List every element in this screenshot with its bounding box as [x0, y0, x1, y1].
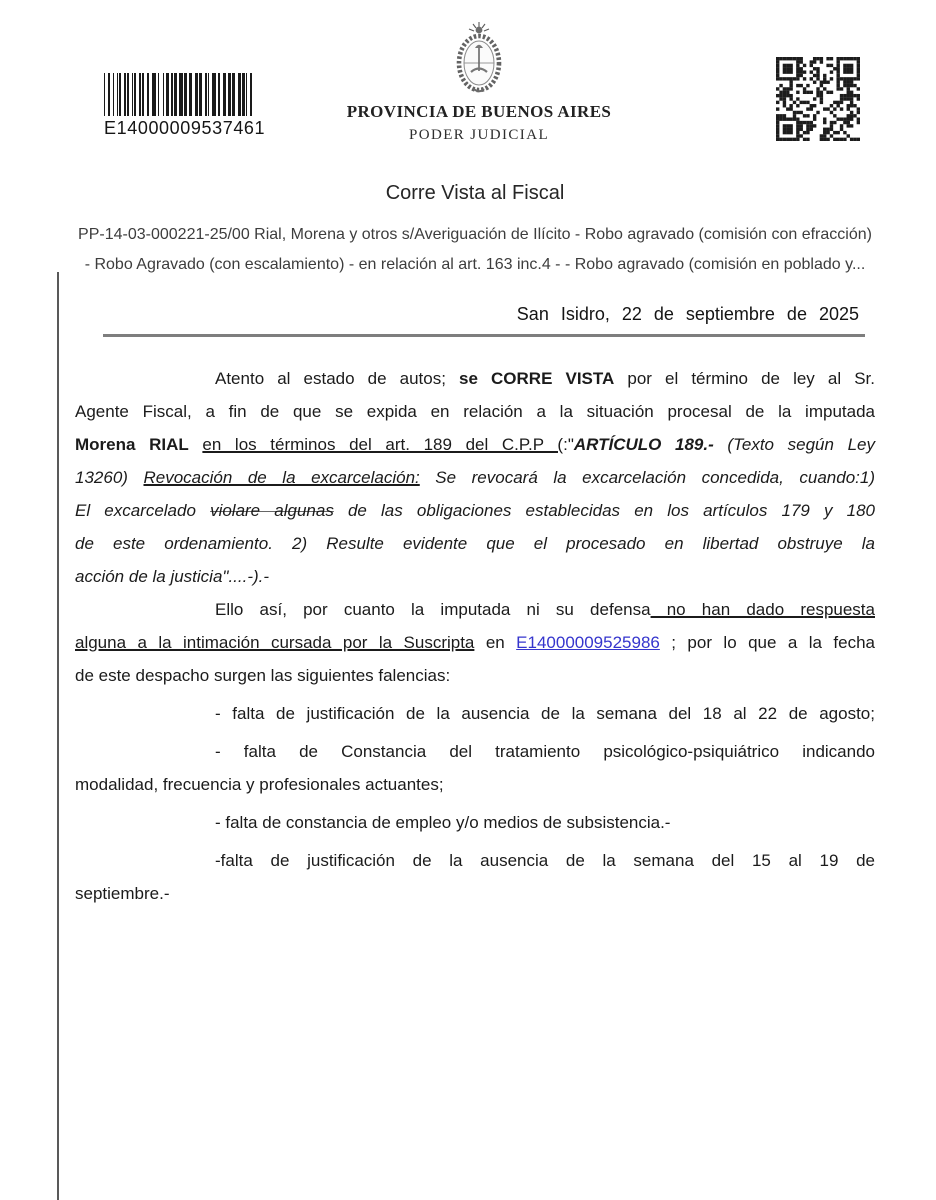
text-segment: Atento al estado de autos; — [215, 369, 460, 388]
text-segment — [189, 435, 203, 454]
org-subtitle: PODER JUDICIAL — [408, 127, 550, 143]
text-segment: de las obligaciones establecidas en los artículos 179 y 180 — [333, 501, 875, 520]
text-segment: - falta de constancia de empleo y/o medios de subsistencia.- — [215, 813, 671, 832]
text-line — [75, 527, 875, 560]
opening-paragraph — [75, 362, 875, 593]
text-segment: en — [474, 633, 517, 652]
text-segment: - falta de justificación de la ausencia de la semana del 18 al 22 de agosto; — [215, 704, 875, 723]
falencia-item-2 — [75, 735, 875, 801]
text-segment: en los términos del art. 189 del C.P.P ( — [202, 435, 564, 454]
text-line — [75, 395, 875, 428]
text-segment: se CORRE VISTA — [459, 369, 615, 388]
text-segment: acción de la justicia"....-).- — [75, 567, 270, 586]
falencia-item-1 — [75, 697, 875, 730]
qr-code-icon — [776, 57, 860, 141]
response-paragraph — [75, 593, 875, 692]
text-line — [75, 735, 875, 768]
org-name: PROVINCIA DE BUENOS AIRES — [346, 102, 612, 121]
text-segment: violare algunas — [210, 501, 334, 520]
text-line — [75, 626, 875, 659]
document-title: Corre Vista al Fiscal — [385, 182, 565, 204]
reference-link[interactable]: E14000009525986 — [516, 633, 660, 652]
barcode-number: E14000009537461 — [104, 118, 266, 138]
text-line — [75, 768, 875, 801]
body-text — [75, 362, 875, 910]
text-segment: de este ordenamiento. 2) Resulte evidente que el procesado en libertad obstruye la — [75, 534, 875, 553]
text-segment: Se revocará la excarcelación concedida, cuando:1) — [419, 468, 875, 487]
text-segment: :" — [563, 435, 574, 454]
text-line — [75, 494, 875, 527]
text-segment: por el término de ley al Sr. — [614, 369, 875, 388]
separator-rule — [103, 334, 865, 337]
text-segment: de este despacho surgen las siguientes falencias: — [75, 666, 451, 685]
text-segment: ; por lo que a la fecha — [659, 633, 875, 652]
case-caption-line-1: PP-14-03-000221-25/00 Rial, Morena y otros s/Averiguación de Ilícito - Robo agravado (comisión con efracción) — [78, 226, 872, 243]
text-segment: alguna a la intimación cursada por la Suscripta — [75, 633, 475, 652]
text-line — [75, 877, 875, 910]
case-caption — [50, 220, 900, 280]
coat-of-arms-icon — [452, 21, 506, 95]
text-line — [75, 659, 875, 692]
text-segment: modalidad, frecuencia y profesionales actuantes; — [75, 775, 444, 794]
text-segment: Ello así, por cuanto la imputada ni su defensa — [215, 600, 651, 619]
text-line — [75, 806, 875, 839]
text-segment: Morena RIAL — [75, 435, 189, 454]
text-line — [75, 844, 875, 877]
document-content — [75, 181, 875, 910]
text-segment: (Texto según Ley — [713, 435, 875, 454]
dateline: San Isidro, 22 de septiembre de 2025 — [516, 304, 859, 324]
text-segment: Agente Fiscal, a fin de que se expida en relación a la situación procesal de la imputada — [75, 402, 875, 421]
text-line — [75, 697, 875, 730]
text-segment: - falta de Constancia del tratamiento psicológico-psiquiátrico indicando — [215, 742, 875, 761]
text-segment: -falta de justificación de la ausencia de la semana del 15 al 19 de — [215, 851, 875, 870]
text-segment: El excarcelado — [75, 501, 211, 520]
text-segment: 13260) — [75, 468, 144, 487]
qr-code — [776, 57, 860, 141]
text-line — [75, 362, 875, 395]
falencia-item-4 — [75, 844, 875, 910]
text-line — [75, 461, 875, 494]
falencia-item-3 — [75, 806, 875, 839]
left-margin-rule — [57, 272, 59, 1200]
text-segment: no han dado respuesta — [650, 600, 875, 619]
case-caption-line-2: - Robo Agravado (con escalamiento) - en relación al art. 163 inc.4 - - Robo agravado (comisión en poblado y... — [84, 256, 866, 273]
text-line — [75, 560, 875, 593]
text-segment: Revocación de la excarcelación: — [143, 468, 420, 487]
text-line — [75, 593, 875, 626]
text-line — [75, 428, 875, 461]
text-segment: septiembre.- — [75, 884, 170, 903]
text-segment: ARTÍCULO 189.- — [573, 435, 714, 454]
